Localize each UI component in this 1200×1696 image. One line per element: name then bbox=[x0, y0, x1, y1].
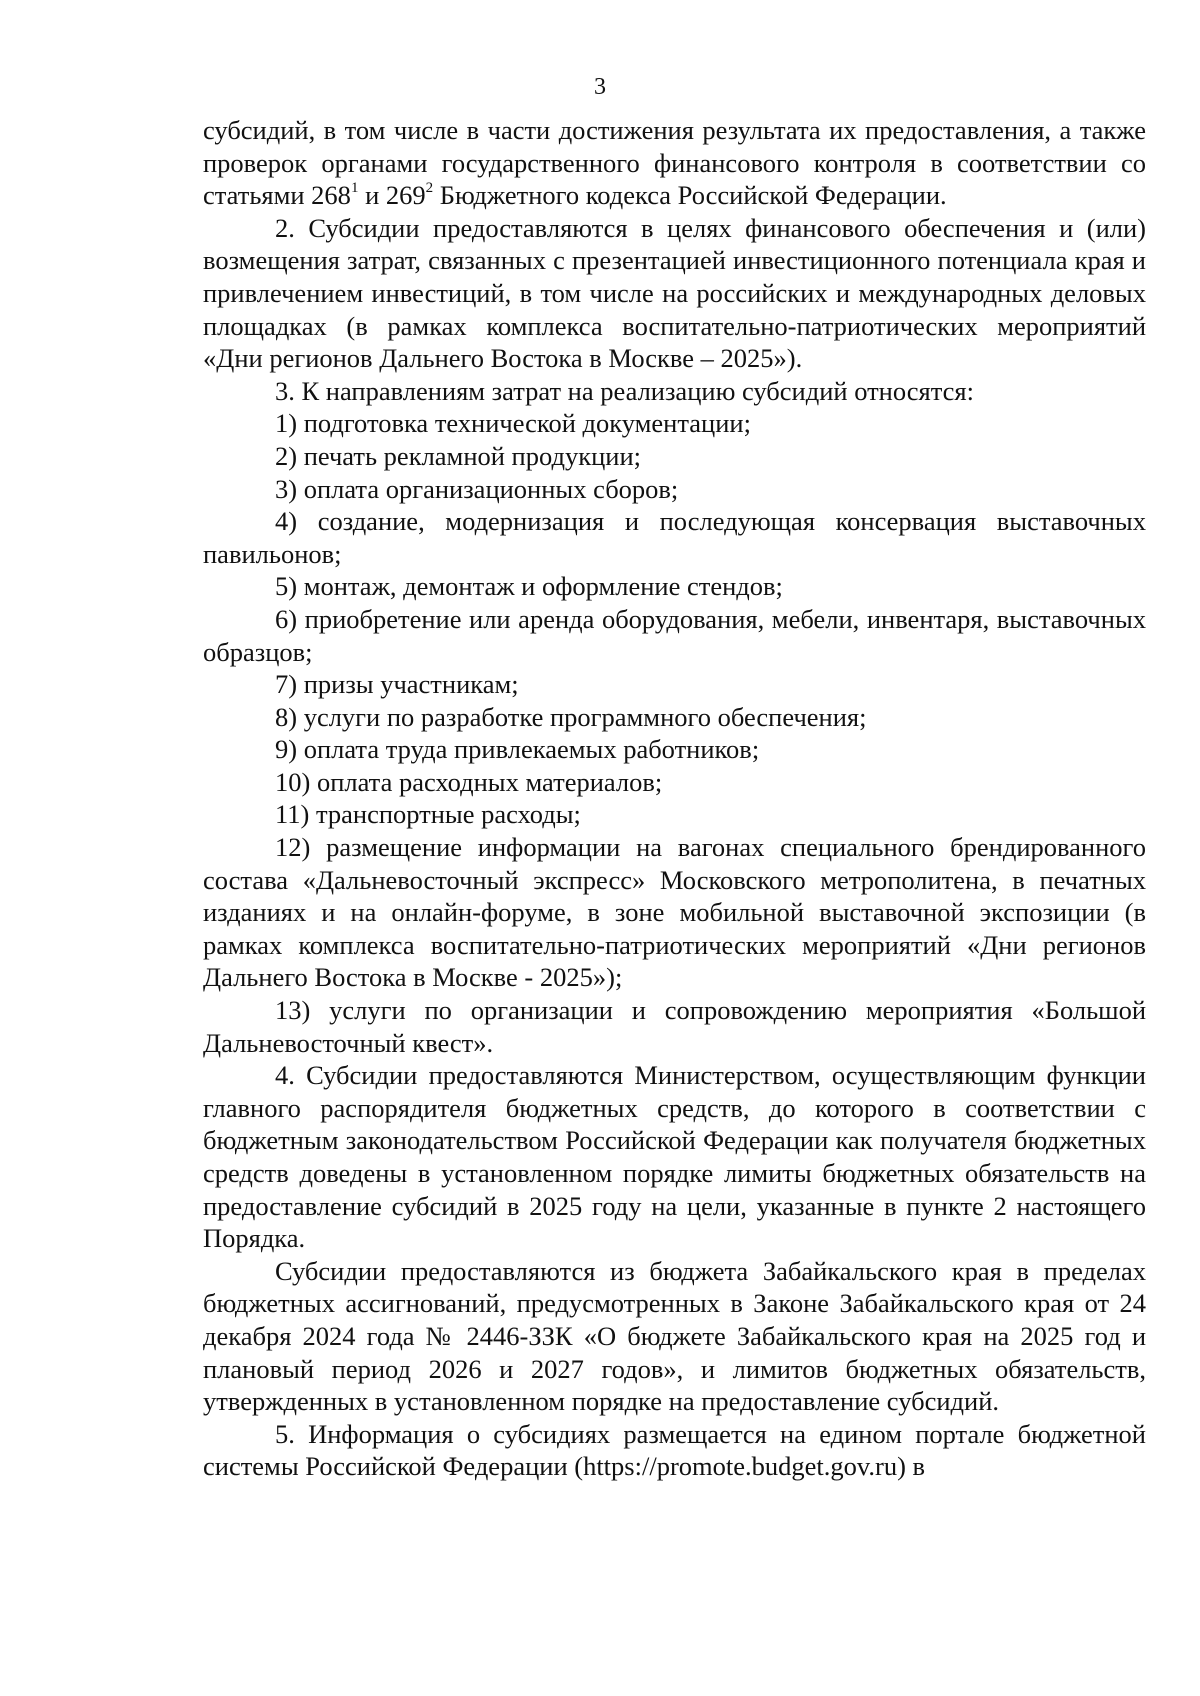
paragraph-4: 4. Субсидии предоставляются Министерством, осуществляющим функции главного распорядителя бюджетных средств, до которого в соответствии с бюджетным законодательством Российской Федерации как получателя бюджетных средств доведены в установленном порядке лимиты бюджетных обязательств на предоставление субсидий в 2025 году на цели, указанные в пункте 2 настоящего Порядка. bbox=[203, 1060, 1146, 1254]
paragraph-2: 2. Субсидии предоставляются в целях финансового обеспечения и (или) возмещения затрат, связанных с презентацией инвестиционного потенциала края и привлечением инвестиций, в том числе на российских и международных деловых площадках (в рамках комплекса воспитательно-патриотических мероприятий «Дни регионов Дальнего Востока в Москве – 2025»). bbox=[203, 212, 1146, 374]
list-item: 6) приобретение или аренда оборудования, мебели, инвентаря, выставочных образцов; bbox=[203, 603, 1146, 667]
list-item: 11) транспортные расходы; bbox=[275, 799, 581, 830]
list-item: 3) оплата организационных сборов; bbox=[275, 473, 679, 504]
list-item: 5) монтаж, демонтаж и оформление стендов; bbox=[275, 571, 783, 602]
superscript: 2 bbox=[425, 180, 434, 197]
list-item: 2) печать рекламной продукции; bbox=[275, 440, 641, 471]
list-item: 1) подготовка технической документации; bbox=[275, 408, 751, 439]
paragraph-text: Бюджетного кодекса Российской Федерации. bbox=[433, 180, 947, 211]
paragraph-5: 5. Информация о субсидиях размещается на едином портале бюджетной системы Российской Федерации (https://promote.budget.gov.ru) в bbox=[203, 1418, 1146, 1482]
list-item: 4) создание, модернизация и последующая консервация выставочных павильонов; bbox=[203, 506, 1146, 569]
list-item: 7) призы участникам; bbox=[275, 669, 519, 700]
list-item: 8) услуги по разработке программного обеспечения; bbox=[275, 701, 867, 732]
list-item: 9) оплата труда привлекаемых работников; bbox=[275, 734, 760, 765]
page-number: 3 bbox=[594, 74, 606, 100]
superscript: 1 bbox=[350, 180, 359, 197]
list-item: 12) размещение информации на вагонах специального брендированного состава «Дальневосточный экспресс» Московского метрополитена, в печатных изданиях и на онлайн-форуме, в зоне мобильной выставочной экспозиции (в рамках комплекса воспитательно-патриотических мероприятий «Дни регионов Дальнего Востока в Москве - 2025»); bbox=[203, 832, 1146, 993]
list-item: 13) услуги по организации и сопровождению мероприятия «Большой Дальневосточный квест». bbox=[203, 995, 1146, 1058]
paragraph-text: и 269 bbox=[358, 180, 426, 211]
document-body bbox=[203, 114, 1146, 1483]
paragraph-continuation bbox=[203, 114, 1146, 212]
paragraph-text: субсидий, в том числе в части достижения результата их предоставления, а также проверок органами государственного финансового контроля в соответствии со статьями 268 bbox=[203, 115, 1146, 211]
paragraph-4-continued: Субсидии предоставляются из бюджета Забайкальского края в пределах бюджетных ассигнований, предусмотренных в Законе Забайкальского края от 24 декабря 2024 года № 2446-ЗЗК «О бюджете Забайкальского края на 2025 год и плановый период 2026 и 2027 годов», и лимитов бюджетных обязательств, утвержденных в установленном порядке на предоставление субсидий. bbox=[203, 1255, 1146, 1417]
paragraph-3: 3. К направлениям затрат на реализацию субсидий относятся: bbox=[275, 375, 974, 406]
list-item: 10) оплата расходных материалов; bbox=[275, 766, 663, 797]
